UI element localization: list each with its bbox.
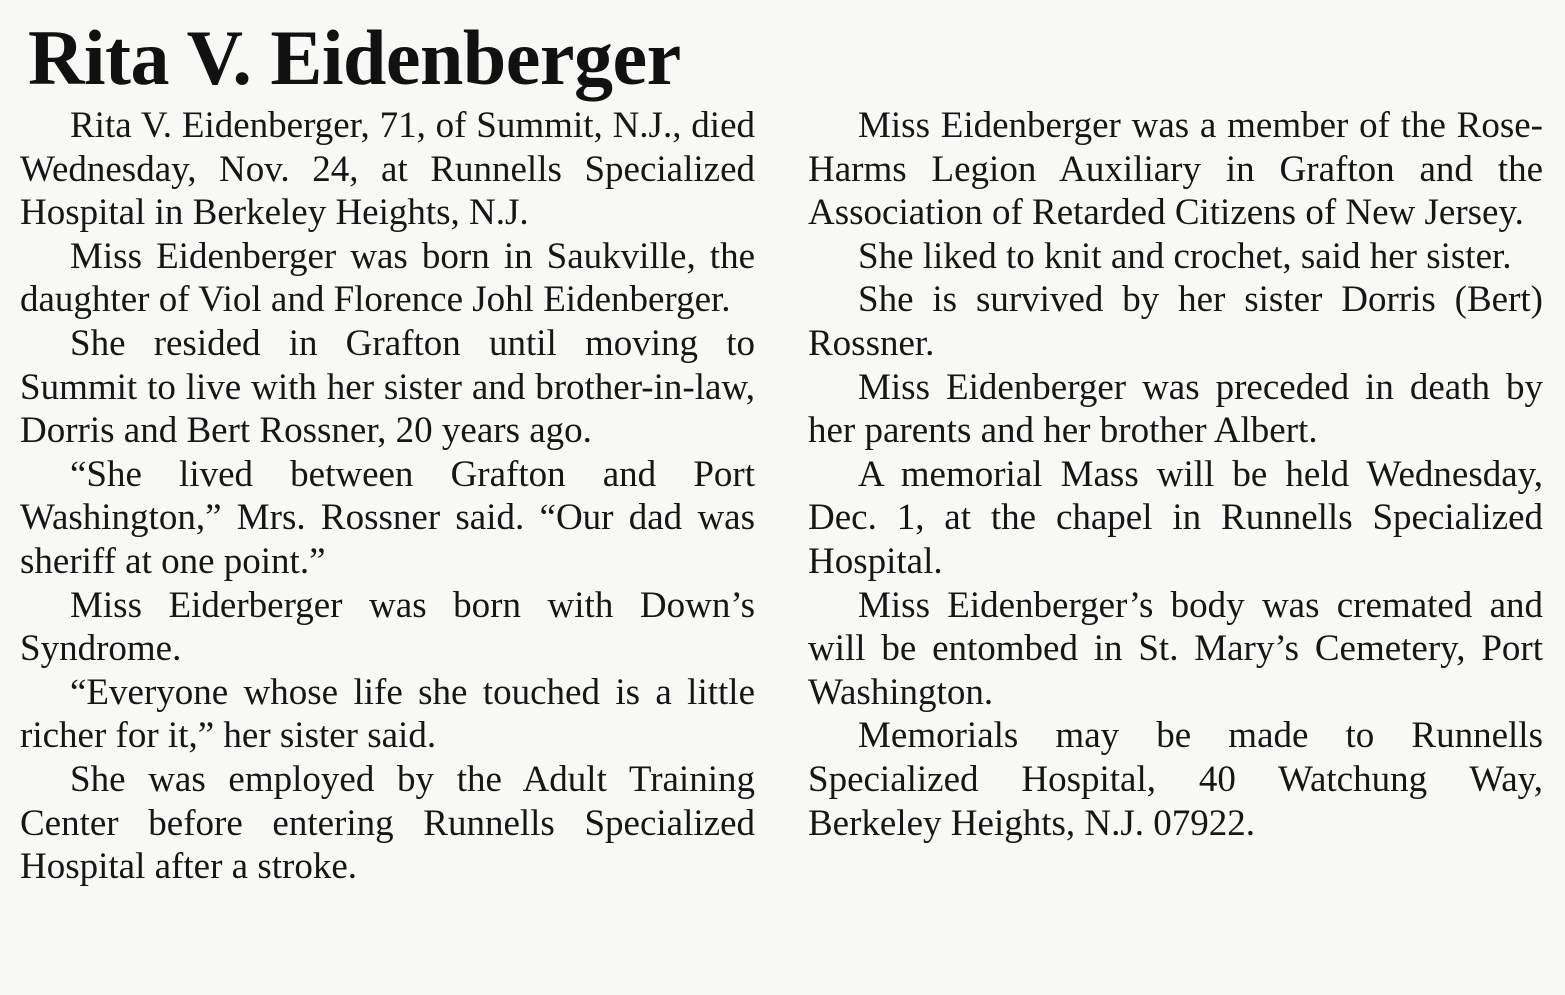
- paragraph: Memorials may be made to Runnells Specialized Hospital, 40 Watchung Way, Berkeley Heights, N.J. 07922.: [808, 715, 1543, 844]
- paragraph: She resided in Grafton until moving to Summit to live with her sister and brother-in-law, Dorris and Bert Rossner, 20 years ago.: [20, 322, 755, 452]
- paragraph: She is survived by her sister Dorris (Bert) Rossner.: [808, 279, 1543, 364]
- paragraph: A memorial Mass will be held Wednesday, Dec. 1, at the chapel in Runnells Specialized Hospital.: [808, 453, 1543, 582]
- paragraph: Miss Eidenberger was a member of the Rose-Harms Legion Auxiliary in Grafton and the Association of Retarded Citizens of New Jersey.: [808, 105, 1543, 234]
- paragraph: “Everyone whose life she touched is a little richer for it,” her sister said.: [20, 671, 755, 757]
- paragraph: Miss Eidenberger was born in Saukville, the daughter of Viol and Florence Johl Eidenberger.: [20, 235, 755, 321]
- right-column: [808, 104, 1543, 845]
- paragraph: “She lived between Grafton and Port Washington,” Mrs. Rossner said. “Our dad was sheriff at one point.”: [20, 453, 755, 582]
- headline: Rita V. Eidenberger: [28, 14, 681, 101]
- paragraph: She liked to knit and crochet, said her sister.: [858, 235, 1512, 277]
- paragraph: Miss Eidenberger’s body was cremated and will be entombed in St. Mary’s Cemetery, Port Washington.: [808, 584, 1543, 713]
- paragraph: She was employed by the Adult Training Center before entering Runnells Specialized Hospital after a stroke.: [20, 758, 755, 888]
- paragraph: Rita V. Eidenberger, 71, of Summit, N.J., died Wednesday, Nov. 24, at Runnells Specialized Hospital in Berkeley Heights, N.J.: [20, 105, 755, 234]
- paragraph: Miss Eiderberger was born with Down’s Syndrome.: [20, 584, 755, 670]
- paragraph: Miss Eidenberger was preceded in death by her parents and her brother Albert.: [808, 366, 1543, 452]
- left-column: [20, 104, 755, 889]
